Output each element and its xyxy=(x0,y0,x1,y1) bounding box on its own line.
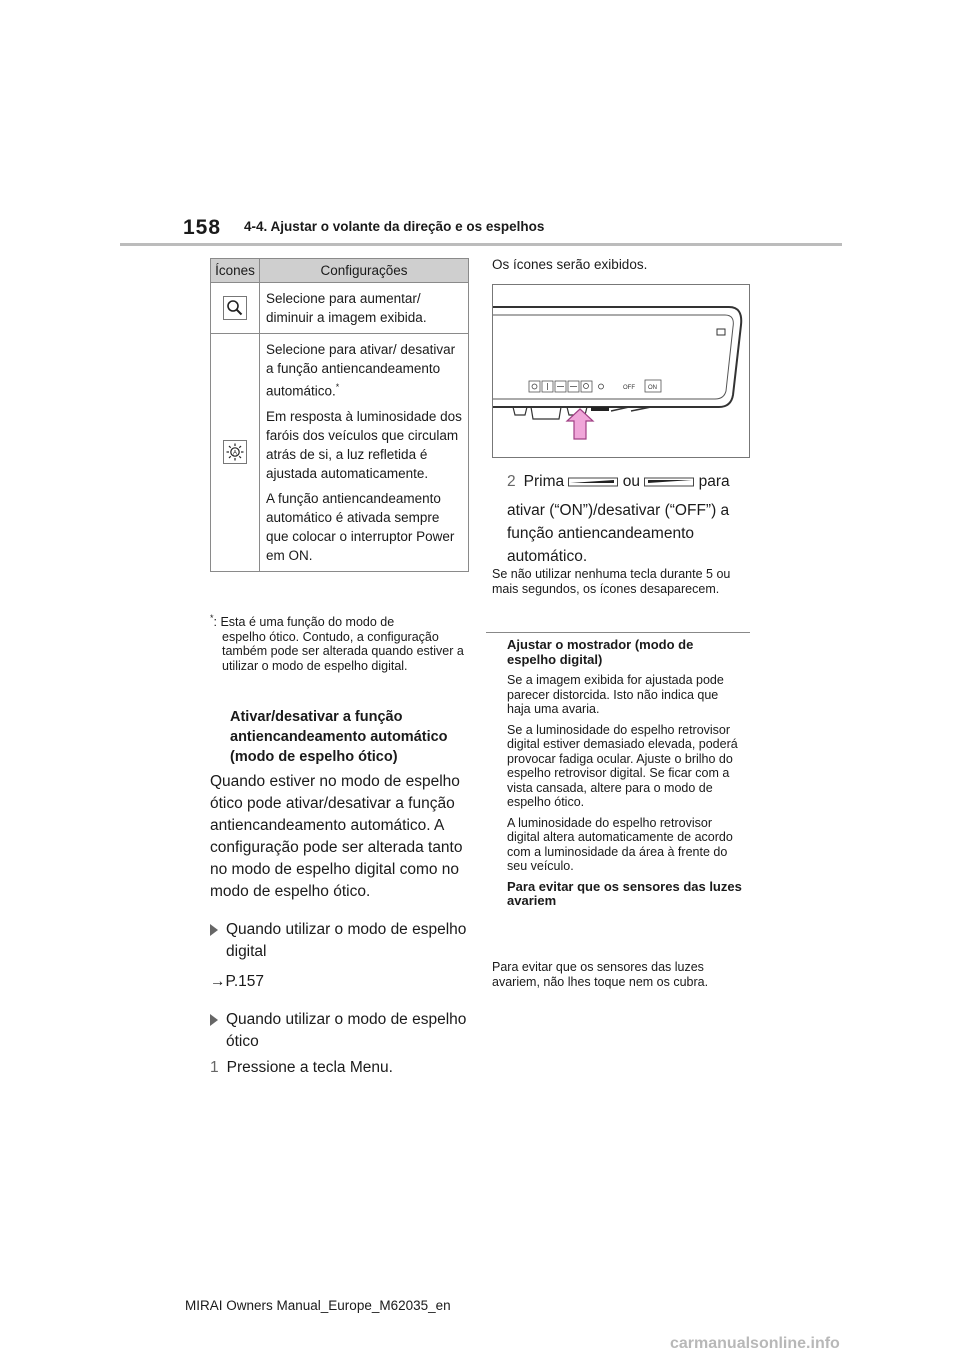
header-rule xyxy=(120,243,842,246)
mirror-illustration xyxy=(492,284,750,458)
step-2-line1: 2 Prima ou para xyxy=(507,473,730,490)
step-2 xyxy=(507,470,757,568)
note-text: Para evitar que os sensores das luzes avariem, não lhes toque nem os cubra. xyxy=(492,960,709,989)
step-2-text: ativar (“ON”)/desativar (“OFF”) a função antiencandeamento automático. xyxy=(507,502,730,565)
icon-cell xyxy=(211,283,260,334)
note-title: Ajustar o mostrador (modo de espelho digital) xyxy=(507,637,694,667)
setting-paragraph: Selecione para ativar/ desativar a função antiencandeamento automático.* xyxy=(266,342,456,399)
triangle-bullet-icon xyxy=(210,924,218,936)
section-title: 4-4. Ajustar o volante da direção e os espelhos xyxy=(244,219,545,234)
watermark: carmanualsonline.info xyxy=(670,1335,840,1352)
step-1: 1 Pressione a tecla Menu. xyxy=(210,1059,393,1076)
note-title: Para evitar que os sensores das luzes avariem xyxy=(507,878,742,908)
note-text: Se não utilizar nenhuma tecla durante 5 ou mais segundos, os ícones desaparecem. xyxy=(492,567,731,596)
bullet-item: Quando utilizar o modo de espelho ótico xyxy=(210,1009,472,1053)
right-intro: Os ícones serão exibidos. xyxy=(492,257,648,272)
off-key-icon xyxy=(644,477,694,487)
body-text: Quando estiver no modo de espelho ótico pode ativar/desativar a função antiencandeamento automático. A configuração pode ser alterada tanto no modo de espelho digital como no modo de espelho ótico. xyxy=(210,773,463,900)
footer-text: MIRAI Owners Manual_Europe_M62035_en xyxy=(185,1298,451,1313)
icons-table xyxy=(210,258,469,572)
on-label: ON xyxy=(648,385,657,391)
bullet-item: Quando utilizar o modo de espelho digital xyxy=(210,919,472,963)
on-key-icon xyxy=(568,477,618,487)
note-paragraph: A luminosidade do espelho retrovisor digital altera automaticamente de acordo com a luminosidade da área à frente do seu veículo. xyxy=(507,815,733,873)
col-header-settings: Configurações xyxy=(260,259,469,283)
icon-cell xyxy=(211,334,260,572)
page-number: 158 xyxy=(183,216,222,239)
triangle-bullet-icon xyxy=(210,1014,218,1026)
magnifier-icon xyxy=(223,296,247,320)
setting-text xyxy=(260,334,469,572)
body-section xyxy=(210,771,472,1079)
notes-block xyxy=(507,638,745,915)
col-header-icons: Ícones xyxy=(211,259,260,283)
setting-paragraph: A função antiencandeamento automático é ativada sempre que colocar o interruptor Power em ON. xyxy=(266,490,455,563)
setting-paragraph: Em resposta à luminosidade dos faróis dos veículos que circulam atrás de si, a luz refletida é ajustada automaticamente. xyxy=(266,408,462,481)
notes-divider xyxy=(486,632,750,633)
setting-text: Selecione para aumentar/ diminuir a imagem exibida. xyxy=(260,283,469,334)
off-label: OFF xyxy=(623,385,635,391)
note-paragraph: Se a luminosidade do espelho retrovisor digital estiver demasiado elevada, poderá provocar fadiga ocular. Ajuste o brilho do espelho retrovisor digital. Se ficar com a vista cansada, altere para o modo de espelho ótico. xyxy=(507,722,738,809)
note-paragraph: Se a imagem exibida for ajustada pode parecer distorcida. Isto não indica que haja uma avaria. xyxy=(507,673,724,716)
svg-text:A: A xyxy=(232,450,238,457)
page-reference: →P.157 xyxy=(210,973,265,990)
footnote: *: Esta é uma função do modo de espelho ótico. Contudo, a configuração também pode ser alterada quando estiver a utilizar o modo de espelho digital. xyxy=(210,613,464,673)
subheading: Ativar/desativar a função antiencandeamento automático (modo de espelho ótico) xyxy=(230,709,448,765)
footnote-mark: * xyxy=(335,382,340,392)
auto-dimming-icon xyxy=(223,440,247,464)
